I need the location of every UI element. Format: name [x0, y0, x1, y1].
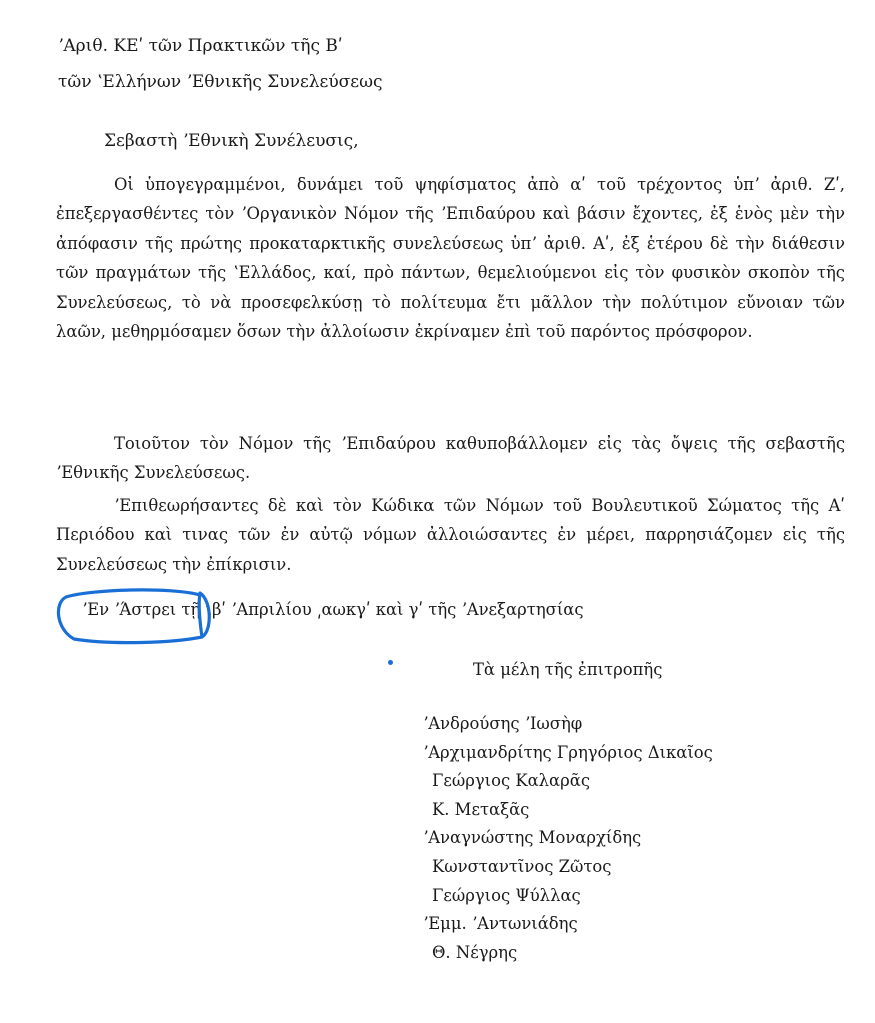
body-paragraph-1: Οἱ ὑπογεγραμμένοι, δυνάμει τοῦ ψηφίσματος ἀπὸ αʹ τοῦ τρέχοντος ὑπʼ ἀριθ. Ζʹ, ἐπεξεργασθέντες τὸν ʼΟργανικὸν Νόμον τῆς ʼΕπιδαύρου καὶ βάσιν ἔχοντες, ἐξ ἑνὸς μὲν τὴν ἀπόφασιν τῆς πρώτης προκαταρκτικῆς συνελεύσεως ὑπʼ ἀριθ. Αʹ, ἐξ ἑτέρου δὲ τὴν διάθεσιν τῶν πραγμάτων τῆς ʽΕλλάδος, καί, πρὸ πάντων, θεμελιούμενοι εἰς τὸν φυσικὸν σκοπὸν τῆς Συνελεύσεως, τὸ νὰ προσεφελκύσῃ τὸ πολίτευμα ἔτι μᾶλλον τὴν πολύτιμον εὔνοιαν τῶν λαῶν, μεθηρμόσαμεν ὅσων τὴν ἀλλοίωσιν ἐκρίναμεν ἐπὶ τοῦ παρόντος πρόσφορον. — [56, 175, 845, 342]
member-name: ʼΕμμ. ʼΑντωνιάδης — [423, 914, 578, 934]
header-line-1: ʼΑριθ. ΚΕʹ τῶν Πρακτικῶν τῆς Βʹ — [58, 36, 343, 56]
member-name: ʼΑρχιμανδρίτης Γρηγόριος Δικαῖος — [423, 742, 713, 762]
member-name: Θ. Νέγρης — [432, 942, 518, 962]
member-name: Κ. Μεταξᾶς — [432, 799, 530, 819]
body-paragraph-2: Τοιοῦτον τὸν Νόμον τῆς ʼΕπιδαύρου καθυποβάλλομεν εἰς τὰς ὄψεις τῆς σεβαστῆς ʼΕθνικῆς Συνελεύσεως. — [56, 434, 845, 483]
committee-title: Τὰ μέλη τῆς ἐπιτροπῆς — [473, 660, 663, 679]
member-name: Γεώργιος Ψύλλας — [432, 885, 581, 905]
ink-dot-mark — [388, 660, 393, 665]
salutation: Σεβαστὴ ʼΕθνικὴ Συνέλευσις, — [104, 131, 359, 151]
header-line-2: τῶν ʽΕλλήνων ʼΕθνικῆς Συνελεύσεως — [58, 72, 383, 92]
member-name: Γεώργιος Καλαρᾶς — [432, 771, 590, 791]
dateline: ʼΕν ʼΆστρει τῇ ιβʹ ʼΑπριλίου ͵αωκγʹ καὶ γʹ τῆς ʼΑνεξαρτησίας — [82, 600, 584, 619]
member-name: ʼΑνδρούσης ʼΙωσὴφ — [423, 714, 583, 733]
body-paragraph-3: ʼΕπιθεωρήσαντες δὲ καὶ τὸν Κώδικα τῶν Νόμων τοῦ Βουλευτικοῦ Σώματος τῆς Αʹ Περιόδου καὶ τινας τῶν ἐν αὐτῷ νόμων ἀλλοιώσαντες ἐν μέρει, παρρησιάζομεν εἰς τῆς Συνελεύσεως τὴν ἐπίκρισιν. — [56, 496, 845, 574]
member-name: ʼΑναγνώστης Μοναρχίδης — [423, 828, 642, 848]
committee-members-list — [423, 710, 713, 967]
member-name: Κωνσταντῖνος Ζῶτος — [432, 856, 612, 876]
document-header — [58, 28, 382, 100]
